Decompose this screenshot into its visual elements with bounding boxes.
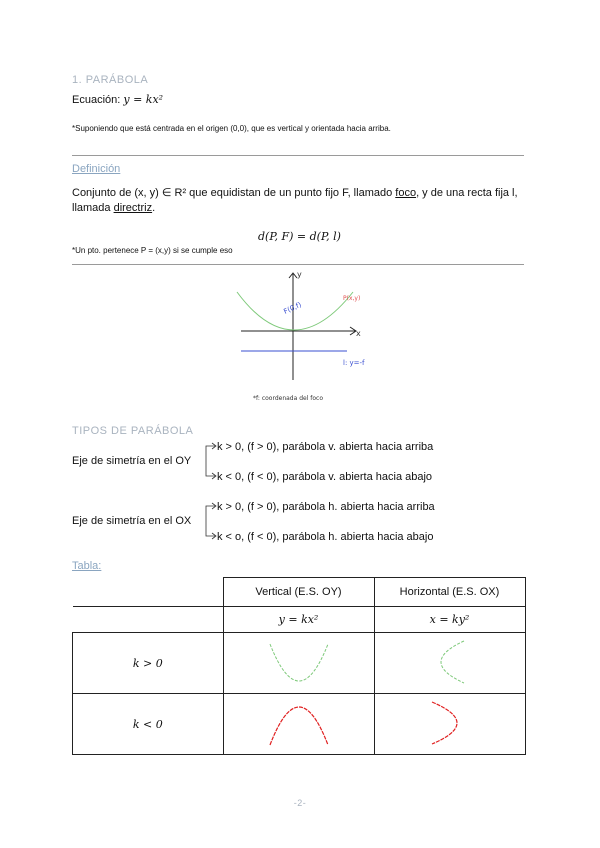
row-label-k-negative: k < 0 bbox=[73, 694, 224, 755]
table-title: Tabla: bbox=[72, 560, 102, 572]
equation-label: Ecuación: bbox=[72, 94, 121, 106]
definition-note: *Un pto. pertenece P = (x,y) si se cumple eso bbox=[72, 246, 233, 255]
page-number: -2- bbox=[293, 798, 307, 808]
definition-text-2: , y de una recta fija l, bbox=[416, 187, 518, 199]
group-oy-case-2: k < 0, (f < 0), parábola v. abierta hacia abajo bbox=[217, 471, 433, 483]
sketch-y-label: y bbox=[297, 270, 302, 279]
parabola-up-icon bbox=[264, 638, 334, 686]
definition-text-4: . bbox=[152, 202, 156, 214]
definition-directriz: directriz bbox=[113, 202, 153, 214]
group-ox-label: Eje de simetría en el OX bbox=[72, 515, 192, 527]
definition-formula: d(P, F) = d(P, l) bbox=[258, 230, 341, 243]
table-empty-cell-2 bbox=[73, 607, 224, 633]
parabola-right-icon bbox=[420, 637, 480, 687]
sketch-point-label: P(x,y) bbox=[343, 295, 361, 302]
parabola-table bbox=[72, 577, 526, 755]
definition-text-3: llamada bbox=[72, 202, 114, 214]
group-ox-case-1: k > 0, (f > 0), parábola h. abierta hacia arriba bbox=[217, 501, 435, 513]
group-ox-case-2: k < o, (f < 0), parábola h. abierta hacia abajo bbox=[217, 531, 434, 543]
definition-title: Definición bbox=[72, 163, 121, 175]
table-empty-cell bbox=[73, 578, 224, 607]
row-label-k-positive: k > 0 bbox=[73, 633, 224, 694]
col-header-horizontal: Horizontal (E.S. OX) bbox=[374, 578, 525, 607]
definition-line1 bbox=[72, 186, 532, 199]
group-oy-label: Eje de simetría en el OY bbox=[72, 455, 192, 467]
col-formula-horizontal: x = ky² bbox=[374, 607, 525, 633]
table-row bbox=[73, 694, 526, 755]
definition-foco: foco bbox=[395, 187, 417, 199]
equation-formula: y = kx² bbox=[123, 93, 164, 106]
table-formula-row bbox=[73, 607, 526, 633]
assumption-note: *Suponiendo que está centrada en el origen (0,0), que es vertical y orientada hacia arriba. bbox=[72, 124, 391, 133]
group-oy-case-1: k > 0, (f > 0), parábola v. abierta hacia arriba bbox=[217, 441, 434, 453]
cell-vertical-up bbox=[223, 633, 374, 694]
section-title: 1. PARÁBOLA bbox=[72, 74, 149, 86]
equation-line bbox=[72, 93, 163, 106]
divider-2 bbox=[72, 264, 524, 265]
cell-horizontal-right bbox=[374, 633, 525, 694]
table-row bbox=[73, 633, 526, 694]
definition-text-1: Conjunto de (x, y) ∈ R² que equidistan de un punto fijo F, llamado bbox=[72, 187, 396, 199]
col-header-vertical: Vertical (E.S. OY) bbox=[223, 578, 374, 607]
definition-line2 bbox=[72, 202, 155, 214]
cell-vertical-down bbox=[223, 694, 374, 755]
parabola-down-icon bbox=[264, 697, 334, 749]
sketch-directrix-label: l: y=-f bbox=[343, 359, 365, 367]
types-title: TIPOS DE PARÁBOLA bbox=[72, 425, 194, 437]
divider bbox=[72, 155, 524, 156]
sketch-focus-label: F(0,f) bbox=[282, 300, 303, 316]
parabola-left-icon bbox=[420, 698, 480, 748]
cell-horizontal-left bbox=[374, 694, 525, 755]
sketch-footnote: *f: coordenada del foco bbox=[253, 395, 324, 402]
parabola-sketch bbox=[225, 268, 385, 408]
table-header-row bbox=[73, 578, 526, 607]
col-formula-vertical: y = kx² bbox=[223, 607, 374, 633]
sketch-x-label: x bbox=[356, 329, 361, 338]
